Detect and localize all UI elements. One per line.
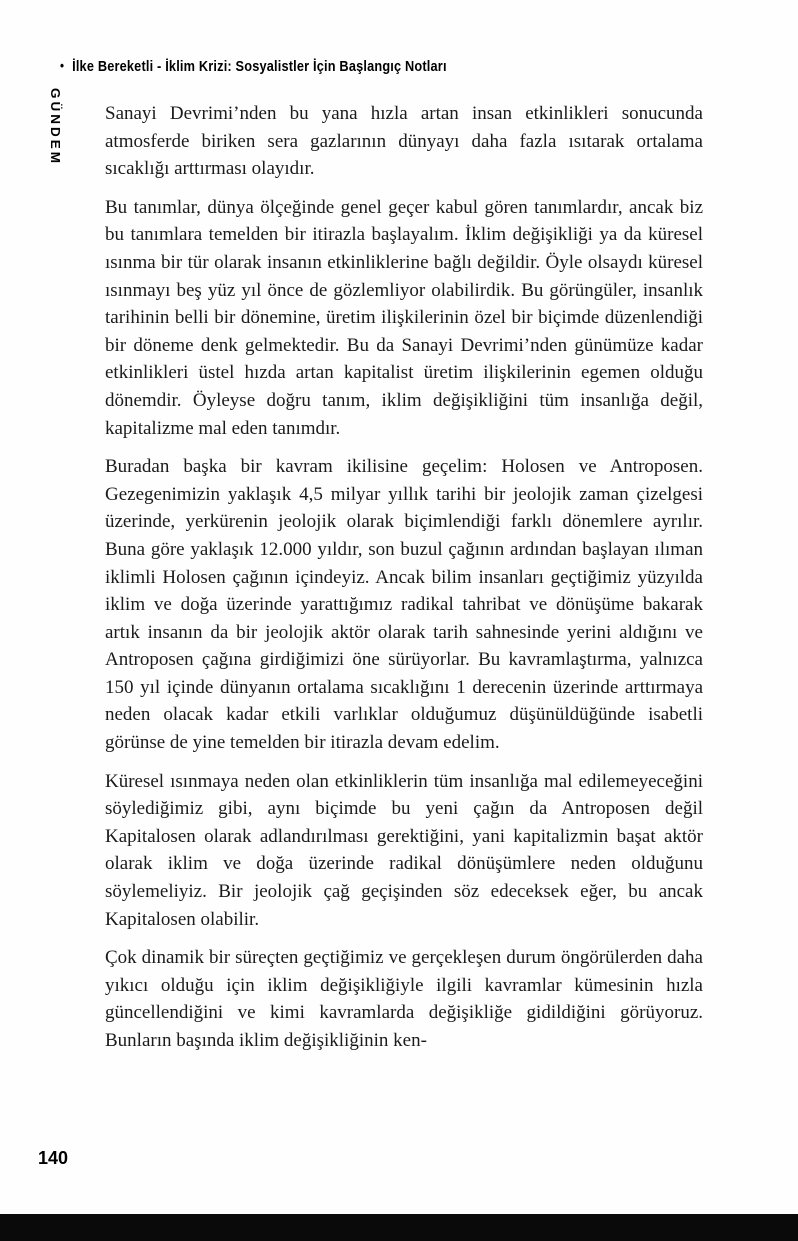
paragraph: Küresel ısınmaya neden olan etkinliklerin tüm insanlığa mal edilemeyeceğini söylediğimiz gibi, aynı biçimde bu yeni çağın da Antroposen değil Kapitalosen olarak adlandırılması gerektiğini, yani kapitalizmin başat aktör olarak iklim ve doğa üzerinde radikal dönüşümlere neden olduğunu söylemeliyiz. Bir jeolojik çağ geçişinden söz edeceksek eğer, bu ancak Kapitalosen olabilir.: [105, 770, 703, 930]
paragraph: Sanayi Devrimi’nden bu yana hızla artan insan etkinlikleri sonucunda atmosferde biriken sera gazlarının dünyayı daha fazla ısıtarak ortalama sıcaklığı arttırması olayıdır.: [105, 103, 703, 180]
header-author: İlke Bereketli: [72, 59, 154, 75]
header-bullet-icon: •: [60, 58, 65, 73]
paragraph: Bu tanımlar, dünya ölçeğinde genel geçer kabul gören tanımlardır, ancak biz bu tanımlara temelden bir itirazla başlayalım. İklim değişikliği ya da küresel ısınma bir tür olarak insanın etkinliklerine bağlı değildir. Öyle olsaydı küresel ısınmayı beş yüz yıl önce de gözlemliyor olabilirdik. Bu görüngüler, insanlık tarihinin belli bir dönemine, üretim ilişkilerinin özel bir biçimde düzenlendiği bir döneme denk gelmektedir. Bu da Sanayi Devrimi’nden günümüze kadar etkinlikleri üstel hızda artan kapitalist üretim ilişkilerinin egemen olduğu dönemdir. Öyleyse doğru tanım, iklim değişikliğini tüm insanlığa değil, kapitalizme mal eden tanımdır.: [105, 196, 703, 439]
section-label-gundem: GÜNDEM: [48, 88, 63, 166]
paragraph: Buradan başka bir kavram ikilisine geçelim: Holosen ve Antroposen. Gezegenimizin yaklaşık 4,5 milyar yıllık tarihi bir jeolojik zaman çizelgesi üzerinde, yerkürenin jeolojik olarak biçimlendiği farklı dönemlere ayrılır. Buna göre yaklaşık 12.000 yıldır, son buzul çağının ardından başlayan ılıman iklimli Holosen çağının içindeyiz. Ancak bilim insanları geçtiğimiz yüzyılda iklim ve doğa üzerinde yarattığımız radikal tahribat ve dönüşüme bakarak artık insanın da bir jeolojik aktör olarak tarih sahnesinde yerini aldığını ve Antroposen çağına girdiğimizi öne sürüyorlar. Bu kavramlaştırma, yalnızca 150 yıl içinde dünyanın ortalama sıcaklığını 1 derecenin üzerinde arttırmaya neden olacak kadar etkili varlıklar olduğumuz düşünüldüğünde isabetli görünse de yine temelden bir itirazla devam edelim.: [105, 456, 703, 754]
page-number: 140: [38, 1148, 69, 1168]
bottom-black-bar: [0, 1214, 798, 1241]
header-separator: -: [153, 59, 166, 75]
body-text-column: [105, 100, 703, 1066]
running-header: [60, 58, 447, 75]
header-book-title: İklim Krizi: Sosyalistler İçin Başlangıç Notları: [165, 59, 447, 75]
paragraph: Çok dinamik bir süreçten geçtiğimiz ve gerçekleşen durum öngörülerden daha yıkıcı olduğu için iklim değişikliğiyle ilgili kavramlar kümesinin hızla güncellendiğini ve kimi kavramlarda değişikliğe gidildiğini görüyoruz. Bunların başında iklim değişikliğinin ken-: [105, 947, 703, 1051]
